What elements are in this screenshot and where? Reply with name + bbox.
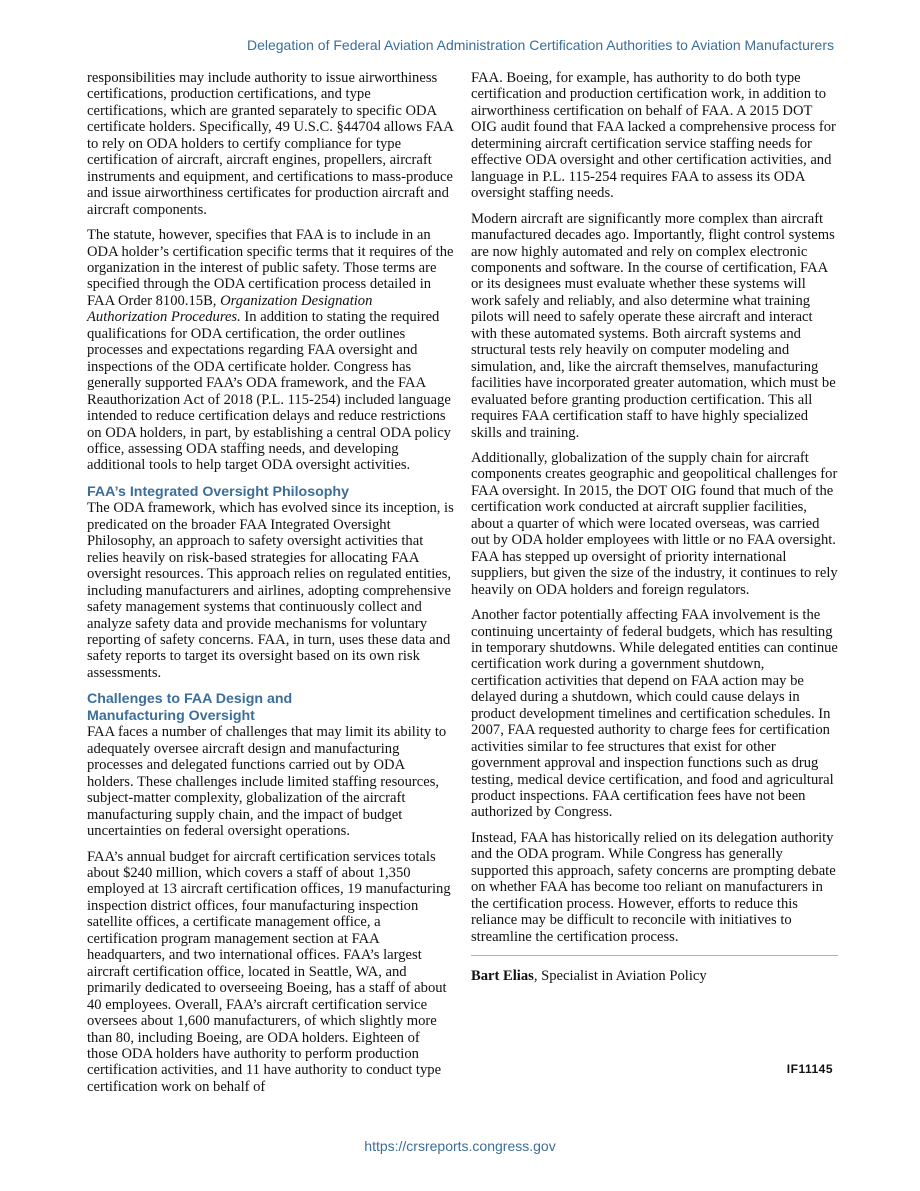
left-column bbox=[87, 70, 454, 1104]
order-title: Organization Designation Authorization Procedures. bbox=[87, 292, 373, 326]
paragraph-text: The statute, however, specifies that FAA is to include in an ODA holder’s certification specific terms that it requires of the organization in the interest of public safety. Those terms are specified through the ODA certification process detailed in FAA Order 8100.15B, bbox=[87, 227, 454, 309]
author-name: Bart Elias bbox=[471, 968, 534, 985]
footer-link[interactable]: https://crsreports.congress.gov bbox=[364, 1138, 556, 1154]
paragraph bbox=[87, 227, 454, 474]
paragraph: Modern aircraft are significantly more complex than aircraft manufactured decades ago. Importantly, flight control systems are now highly automated and rely on complex electronic components and software. In the course of certification, FAA or its designees must evaluate whether these systems will work safely and reliably, and also determine what training pilots will need to safely operate these aircraft and interact with these automated systems. Both aircraft systems and structural tests rely heavily on computer modeling and simulation, and, like the aircraft themselves, manufacturing facilities have incorporated greater automation, which must be evaluated before granting production certification. This all requires FAA certification staff to have highly specialized skills and training. bbox=[471, 210, 836, 441]
paragraph: Another factor potentially affecting FAA involvement is the continuing uncertainty of federal budgets, which has resulting in temporary shutdowns. While delegated entities can continue certification work during a government shutdown, certification activities that depend on FAA action may be delayed during a shutdown, which could cause delays in product development timelines and certification schedules. In 2007, FAA requested authority to charge fees for certification activities similar to fee structures that exist for other government approval and inspection functions such as drug testing, medical device certification, and food and agricultural product inspections. FAA certification fees have not been authorized by Congress. bbox=[471, 607, 838, 821]
section-heading: FAA’s Integrated Oversight Philosophy bbox=[87, 483, 349, 500]
paragraph: FAA’s annual budget for aircraft certification services totals about $240 million, which covers a staff of about 1,350 employed at 13 aircraft certification offices, 19 manufacturing inspection district offices, four manufacturing inspection satellite offices, a certificate management office, a certification program management section at FAA headquarters, and two international offices. FAA’s largest aircraft certification office, located in Seattle, WA, and primarily dedicated to overseeing Boeing, has a staff of about 40 employees. Overall, FAA’s aircraft certification service oversees about 1,600 manufacturers, of which slightly more than 80, including Boeing, are ODA holders. Eighteen of those ODA holders have authority to perform production certification activities, and 11 have authority to conduct type certification work on behalf of bbox=[87, 848, 451, 1095]
author-line bbox=[471, 968, 838, 984]
paragraph: FAA. Boeing, for example, has authority to do both type certification and production certification work, in addition to airworthiness certification on behalf of FAA. A 2015 DOT OIG audit found that FAA lacked a comprehensive process for determining aircraft certification service staffing needs for effective ODA oversight and other certification activities, and language in P.L. 115-254 requires FAA to assess its ODA oversight staffing needs. bbox=[471, 70, 836, 202]
paragraph: Instead, FAA has historically relied on its delegation authority and the ODA program. While Congress has generally supported this approach, safety concerns are prompting debate on whether FAA has become too reliant on manufacturers in the certification process. However, efforts to reduce this reliance may be difficult to reconcile with initiatives to streamline the certification process. bbox=[471, 829, 836, 945]
paragraph-text: In addition to stating the required qualifications for ODA certification, the order outlines processes and expectations regarding FAA oversight and inspections of the ODA certificate holder. Congress has generally supported FAA’s ODA framework, and the FAA Reauthorization Act of 2018 (P.L. 115-254) included language intended to reduce certification delays and reduce restrictions on ODA holders, in part, by establishing a central ODA policy office, assessing ODA staffing needs, and developing additional tools to help target ODA oversight activities. bbox=[87, 309, 451, 474]
paragraph: responsibilities may include authority to issue airworthiness certifications, production certifications, and type certifications, which are granted separately to specific ODA certificate holders. Specifically, 49 U.S.C. §44704 allows FAA to rely on ODA holders to certify compliance for type certification of aircraft, aircraft engines, propellers, aircraft instruments and equipment, and certifications to mass-produce and issue airworthiness certificates for production aircraft and aircraft components. bbox=[87, 70, 453, 218]
right-column bbox=[471, 70, 838, 994]
paragraph: The ODA framework, which has evolved since its inception, is predicated on the broader FAA Integrated Oversight Philosophy, an approach to safety oversight activities that relies heavily on risk-based strategies for allocating FAA oversight resources. This approach relies on regulated entities, including manufacturers and airlines, adopting comprehensive safety management systems that continuously collect and analyze safety data and provide mechanisms for voluntary reporting of safety concerns. FAA, in turn, uses these data and safety reports to target its oversight based on its own risk assessments. bbox=[87, 500, 454, 681]
paragraph: Additionally, globalization of the supply chain for aircraft components creates geographic and geopolitical challenges for FAA oversight. In 2015, the DOT OIG found that much of the certification work conducted at aircraft supplier facilities, about a quarter of which were located overseas, was carried out by ODA holder employees with little or no FAA oversight. FAA has stepped up oversight of priority international suppliers, but given the size of the industry, it continues to rely heavily on ODA holders and foreign regulators. bbox=[471, 449, 838, 598]
section-heading-line: Challenges to FAA Design and bbox=[87, 691, 293, 708]
section-heading bbox=[87, 691, 454, 724]
paragraph: FAA faces a number of challenges that may limit its ability to adequately oversee aircraft design and manufacturing processes and delegated functions carried out by ODA holders. These challenges include limited staffing resources, subject-matter complexity, globalization of the aircraft manufacturing supply chain, and the impact of budget uncertainties on federal oversight operations. bbox=[87, 724, 447, 840]
author-title: , Specialist in Aviation Policy bbox=[533, 968, 707, 985]
section-heading-line: Manufacturing Oversight bbox=[87, 707, 255, 724]
document-id: IF11145 bbox=[786, 1062, 833, 1076]
running-header: Delegation of Federal Aviation Administration Certification Authorities to Aviation Manufacturers bbox=[246, 37, 834, 53]
divider bbox=[471, 955, 838, 956]
